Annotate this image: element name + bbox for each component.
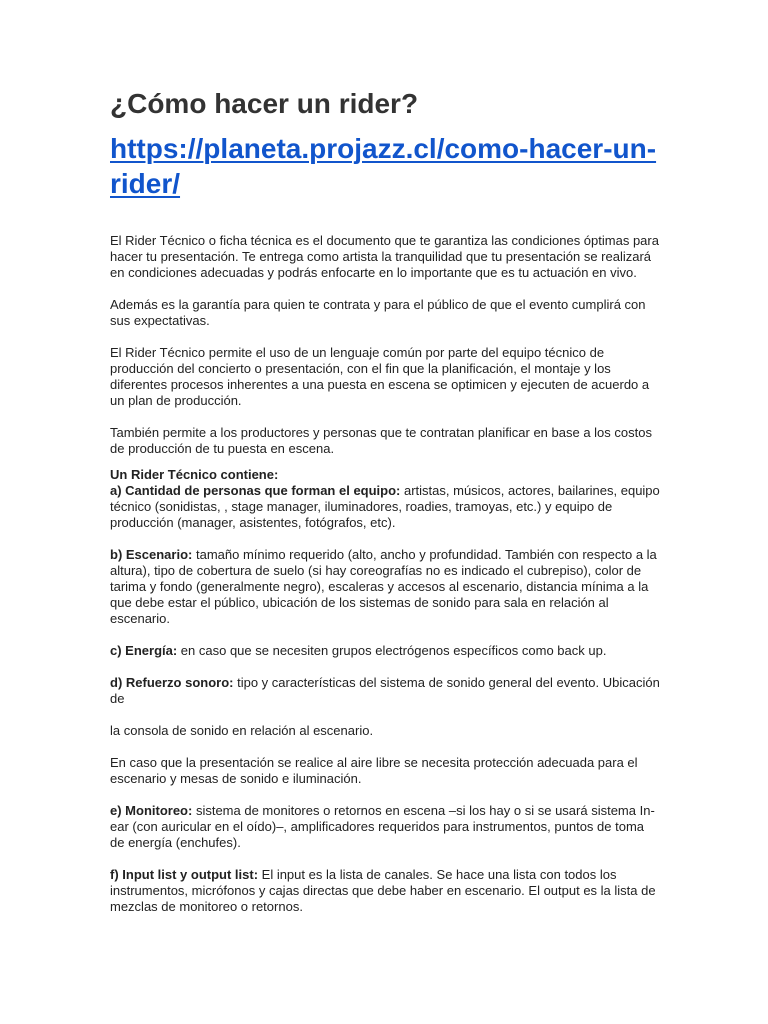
item-e (110, 803, 660, 851)
item-c (110, 643, 660, 659)
item-c-label: c) Energía: (110, 643, 178, 658)
item-b (110, 547, 660, 627)
item-f-text: El input es la lista de canales. Se hace una lista con todos los instrumentos, micrófonos y cajas directas que debe haber en escenario. El output es la lista de mezclas de monitoreo o retornos. (110, 867, 656, 914)
document-page (110, 86, 660, 931)
contents-heading: Un Rider Técnico contiene: (110, 467, 279, 482)
item-d-continuation: la consola de sonido en relación al escenario. (110, 723, 374, 738)
item-d (110, 675, 660, 707)
item-d-label: d) Refuerzo sonoro: (110, 675, 234, 690)
item-c-text: en caso que se necesiten grupos electrógenos específicos como back up. (177, 643, 607, 658)
paragraph-planning: También permite a los productores y personas que te contratan planificar en base a los costos de producción de tu puesta en escena. (110, 425, 652, 456)
item-b-label: b) Escenario: (110, 547, 193, 562)
paragraph-common-language: El Rider Técnico permite el uso de un lenguaje común por parte del equipo técnico de producción del concierto o presentación, con el fin que la planificación, el montaje y los diferentes procesos inherentes a una puesta en escena se optimicen y ejecuten de acuerdo a un plan de producción. (110, 345, 650, 408)
paragraph-outdoor: En caso que la presentación se realice al aire libre se necesita protección adecuada para el escenario y mesas de sonido e iluminación. (110, 755, 638, 786)
item-f (110, 867, 660, 915)
item-b-text: tamaño mínimo requerido (alto, ancho y profundidad. También con respecto a la altura), tipo de cobertura de suelo (si hay coreografías no es indicado el cubrepiso), color de tarima y fondo (generalmente negro), escaleras y accesos al escenario, distancia mínima a la que debe estar el público, ubicación de los sistemas de sonido para sala en relación al escenario. (110, 547, 657, 626)
item-e-label: e) Monitoreo: (110, 803, 193, 818)
item-a-text: artistas, músicos, actores, bailarines, equipo técnico (sonidistas, , stage manager, iluminadores, roadies, tramoyas, etc.) y equipo de producción (manager, asistentes, fotógrafos, etc). (110, 483, 660, 530)
paragraph-guarantee: Además es la garantía para quien te contrata y para el público de que el evento cumplirá con sus expectativas. (110, 297, 646, 328)
item-e-text: sistema de monitores o retornos en escena –si los hay o si se usará sistema In-ear (con auricular en el oído)–, amplificadores requeridos para instrumentos, puntos de toma de energía (enchufes). (110, 803, 655, 850)
item-f-label: f) Input list y output list: (110, 867, 259, 882)
item-a-label: a) Cantidad de personas que forman el equipo: (110, 483, 401, 498)
item-d-text: tipo y características del sistema de sonido general del evento. Ubicación de (110, 675, 660, 706)
paragraph-intro: El Rider Técnico o ficha técnica es el documento que te garantiza las condiciones óptimas para hacer tu presentación. Te entrega como artista la tranquilidad que tu presentación se realizará en condiciones adecuadas y podrás enfocarte en lo importante que es tu actuación en vivo. (110, 233, 659, 280)
article-link[interactable]: https://planeta.projazz.cl/como-hacer-un-rider/ (110, 133, 657, 199)
item-a (110, 483, 660, 531)
page-title: ¿Cómo hacer un rider? (110, 88, 419, 119)
